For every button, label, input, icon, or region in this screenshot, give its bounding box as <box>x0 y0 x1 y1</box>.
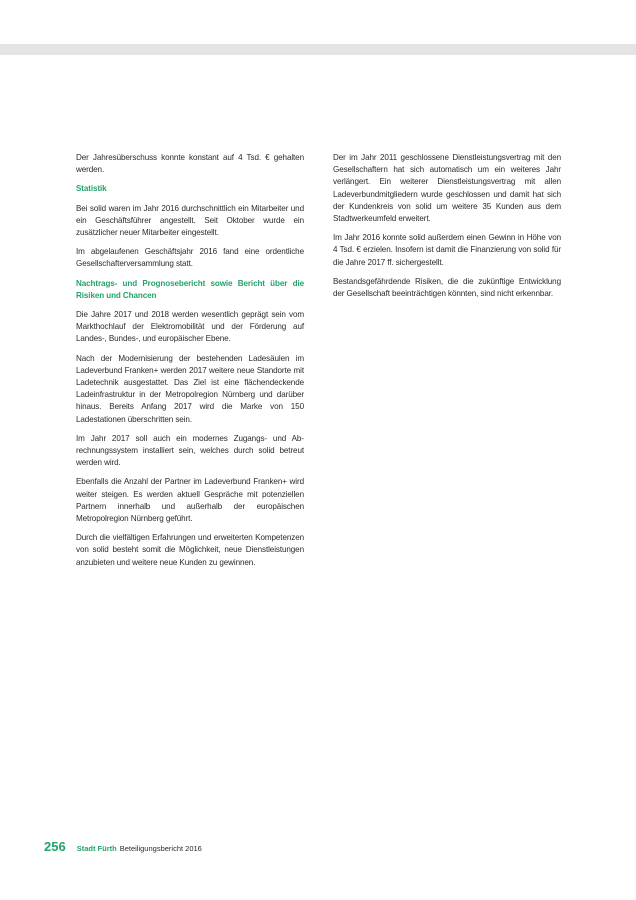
page-footer <box>44 839 202 854</box>
heading-nachtragsbericht: Nachtrags- und Prognosebericht sowie Bericht über die Risiken und Chancen <box>76 278 304 300</box>
page-number: 256 <box>44 839 66 854</box>
paragraph-dienstleistungsvertrag: Der im Jahr 2011 geschlossene Dienstleistungsvertrag mit den Gesellschaftern hat sich automatisch um ein weiteres Jahr verlängert. Ein weiterer Dienstleistungsvertrag mit allen Ladeverbundmitgliedern wurde geschlossen und damit hat sich der Kundenkreis von solid um weitere 35 Kunden aus dem Stadtwerkeumfeld erweitert. <box>333 153 561 224</box>
paragraph-kompetenzen: Durch die vielfältigen Erfahrungen und erweiterten Kompetenzen von solid besteht somit die Möglichkeit, neue Dienstleistungen anzubieten und weitere neue Kunden zu gewinnen. <box>76 533 304 567</box>
footer-document-title: Beteiligungsbericht 2016 <box>119 844 202 853</box>
paragraph-gewinn: Im Jahr 2016 konnte solid außerdem einen Gewinn in Höhe von 4 Tsd. € erzielen. Insofern ist damit die Finanzierung von solid für die Jahre 2017 ff. sichergestellt. <box>333 233 561 267</box>
heading-statistik: Statistik <box>76 184 107 194</box>
paragraph-risiken: Bestandsgefährdende Risiken, die die zukünftige Entwicklung der Gesellschaft beeinträchtigen könnten, sind nicht erkennbar. <box>333 276 561 299</box>
paragraph-abrechnungssystem: Im Jahr 2017 soll auch ein modernes Zugangs- und Abrechnungssystem installiert sein, welches durch solid betreut werden wird. <box>76 433 304 468</box>
paragraph-jahresueberschuss: Der Jahresüberschuss konnte konstant auf 4 Tsd. € gehalten werden. <box>76 153 304 175</box>
footer-organization: Stadt Fürth <box>76 844 117 853</box>
paragraph-gesellschafterversammlung: Im abgelaufenen Geschäftsjahr 2016 fand eine ordentliche Gesellschafterversammlung statt. <box>76 247 304 269</box>
paragraph-partner: Ebenfalls die Anzahl der Partner im Ladeverbund Franken+ wird weiter steigen. Es werden aktuell Gespräche mit potenziellen Partnern innerhalb und außerhalb der europäischen Metropolregion Nürnberg geführt. <box>76 477 304 524</box>
paragraph-elektromobilitaet: Die Jahre 2017 und 2018 werden wesentlich geprägt sein vom Markthochlauf der Elektromobilität und der Förderung auf Landes-, Bundes-, und europäischer Ebene. <box>76 310 304 344</box>
paragraph-ladesaeulen: Nach der Modernisierung der bestehenden Ladesäulen im Ladeverbund Franken+ werden 2017 weitere neue Standorte mit Ladetechnik ausgestattet. Das Ziel ist eine flächendeckende Ladeinfrastruktur in der Metropolregion Nürnberg und darüber hinaus. Bereits Anfang 2017 wird die Marke von 150 Ladestationen überschritten sein. <box>76 353 304 424</box>
left-column <box>76 152 304 576</box>
header-band <box>0 44 636 55</box>
paragraph-mitarbeiter: Bei solid waren im Jahr 2016 durchschnittlich ein Mitarbeiter und ein Geschäftsführer angestellt. Seit Oktober wurde ein zusätzlicher neuer Mitarbeiter eingestellt. <box>76 203 304 238</box>
right-column <box>333 152 561 307</box>
